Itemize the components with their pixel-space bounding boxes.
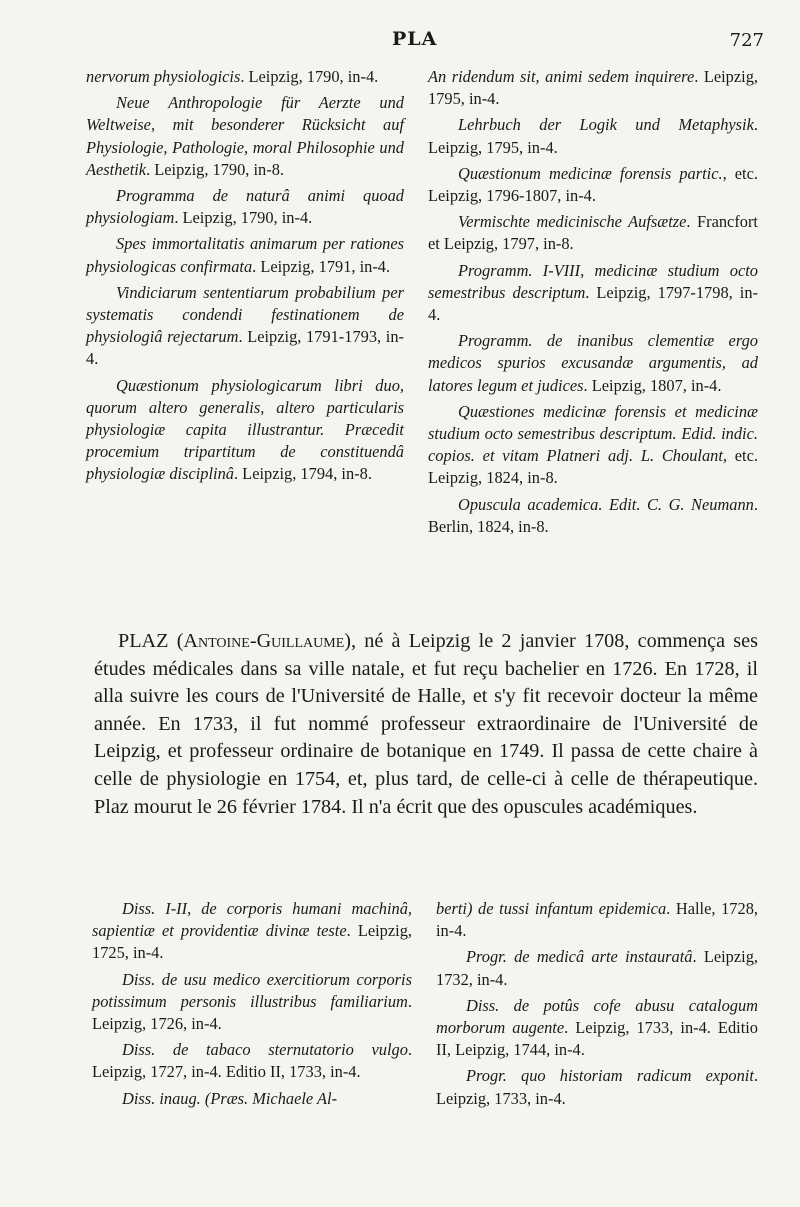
bibliography-entry (86, 92, 404, 181)
bibliography-entry (428, 494, 758, 538)
bibliography-entry (92, 898, 412, 965)
entry-imprint: . Leipzig, 1795, in-4. (428, 67, 758, 109)
entry-imprint: . Leipzig, 1732, in-4. (436, 947, 759, 989)
entry-title: Diss. inaug. (Præs. Michaele Al- (122, 1088, 338, 1108)
entry-title: Vindiciarum sententiarum probabilium per systematis condendi festinationem de physiologiâ rejectarum (86, 282, 404, 347)
entry-imprint: . Leipzig, 1790, in-4. (174, 208, 313, 228)
running-title: PLA (392, 28, 438, 50)
bibliography-entry (428, 163, 758, 207)
bibliography-entry (86, 233, 404, 277)
entry-title: Diss. de tabaco sternutatorio vulgo (122, 1040, 408, 1060)
entry-imprint: . Leipzig, 1807, in-4. (583, 375, 722, 395)
entry-surname: PLAZ (118, 630, 169, 652)
entry-title: Lehrbuch der Logik und Metaphysik (458, 115, 754, 135)
entry-imprint: . Leipzig, 1795, in-4. (428, 115, 758, 157)
bibliography-entry (86, 282, 404, 371)
entry-imprint: . Leipzig, 1790, in-4. (240, 67, 379, 86)
entry-title: Neue Anthropologie für Aerzte und Weltweise, mit besonderer Rücksicht auf Physiologie, Pathologie, moral Philosophie und Aesthetik (86, 93, 404, 179)
entry-title: berti) de tussi infantum epidemica (436, 899, 667, 918)
entry-title: Quæstionum medicinæ forensis partic. (458, 163, 723, 183)
bibliography-column-bottom-right (436, 898, 758, 1114)
entry-imprint: . Leipzig, 1725, in-4. (92, 921, 412, 963)
biography-text: ), né à Leipzig le 2 janvier 1708, commença ses études médicales dans sa ville natale, et fut reçu bachelier en 1726. En 1728, il alla suivre les cours de l'Université de Halle, et s'y fit recevoir docteur la même année. En 1733, il fut nommé professeur extraordinaire de l'Université de Leipzig, et professeur ordinaire de botanique en 1749. Il passa de cette chaire à celle de physiologie en 1754, et, plus tard, de celle-ci à celle de thérapeutique. Plaz mourut le 26 février 1784. Il n'a écrit que des opuscules académiques. (94, 630, 758, 818)
entry-title: Progr. quo historiam radicum exponit (466, 1066, 754, 1086)
page-header (0, 28, 800, 58)
entry-imprint: . Leipzig, 1791, in-4. (252, 256, 391, 276)
entry-title: Diss. de potûs cofe abusu catalogum morborum augente (436, 995, 758, 1038)
bibliography-entry (436, 898, 758, 942)
entry-title: Diss. de usu medico exercitiorum corporis potissimum personis illustribus familiarium (92, 969, 412, 1011)
bibliography-column-top-right (428, 66, 758, 542)
entry-imprint: . Leipzig, 1791-1793, in-4. (86, 327, 404, 369)
entry-imprint: . Leipzig, 1794, in-8. (233, 464, 372, 484)
entry-title: Quæstionum physiologicarum libri duo, quorum altero generalis, altero particularis physiologiæ capita illustrantur. Præcedit procemium tripartitum de constituendâ physiologiæ disciplinâ (86, 375, 404, 484)
biography-paragraph: PLAZ (Antoine-Guillaume), né à Leipzig le 2 janvier 1708, commença ses études médicales dans sa ville natale, et fut reçu bachelier en 1726. En 1728, il alla suivre les cours de l'Université de Halle, et s'y fit recevoir docteur la même année. En 1733, il fut nommé professeur extraordinaire de l'Université de Leipzig, et professeur ordinaire de botanique en 1749. Il passa de cette chaire à celle de physiologie en 1754, et, plus tard, de celle-ci à celle de thérapeutique. Plaz mourut le 26 février 1784. Il n'a écrit que des opuscules académiques. (94, 630, 758, 818)
bibliography-entry (428, 401, 758, 490)
bibliography-entry (428, 260, 758, 327)
entry-title: Vermischte medicinische Aufsætze (458, 212, 687, 232)
bibliography-entry (92, 969, 412, 1036)
entry-title: nervorum physiologicis (86, 67, 241, 86)
bibliography-entry (436, 946, 758, 990)
bibliography-entry (86, 375, 404, 486)
entry-imprint: . Leipzig, 1733, in-4. Editio II, Leipzig, 1744, in-4. (436, 1018, 758, 1060)
bibliography-entry (436, 995, 758, 1062)
entry-title: Programm. de inanibus clementiæ ergo medicos spurios excusandæ argumentis, ad latores legum et judices (428, 331, 758, 395)
entry-title: Programma de naturâ animi quoad physiologiam (86, 186, 404, 228)
entry-imprint: , etc. Leipzig, 1796-1807, in-4. (428, 163, 758, 206)
bibliography-entry (92, 1088, 412, 1110)
bibliography-entry (428, 211, 758, 255)
entry-given-names: Antoine-Guillaume (183, 630, 345, 652)
bibliography-column-top-left (86, 66, 404, 490)
entry-imprint: . Leipzig, 1797-1798, in-4. (428, 282, 758, 325)
bibliography-entry (428, 114, 758, 158)
entry-imprint: . Leipzig, 1733, in-4. (436, 1066, 758, 1108)
entry-imprint: . Halle, 1728, in-4. (436, 899, 758, 941)
entry-imprint: . Leipzig, 1727, in-4. Editio II, 1733, in-4. (92, 1040, 412, 1082)
entry-title: Spes immortalitatis animarum per rationes physiologicas confirmata (86, 234, 404, 276)
entry-title: Opuscula academica. Edit. C. G. Neumann (458, 494, 754, 514)
biography-entry (94, 628, 758, 821)
entry-imprint: , etc. Leipzig, 1824, in-8. (428, 446, 758, 488)
bibliography-entry (86, 185, 404, 229)
bibliography-entry (428, 330, 758, 397)
bibliography-column-bottom-left (92, 898, 412, 1114)
bibliography-entry (436, 1065, 758, 1109)
page-number: 727 (729, 30, 764, 51)
entry-title: Programm. I-VIII, medicinæ studium octo semestribus descriptum (428, 260, 758, 302)
bibliography-entry (428, 66, 758, 110)
entry-title: Quæstiones medicinæ forensis et medicinæ studium octo semestribus descriptum. Edid. indic. copios. et vitam Platneri adj. L. Choulant (428, 401, 758, 466)
entry-imprint: . Francfort et Leipzig, 1797, in-8. (428, 212, 758, 254)
entry-imprint: . Leipzig, 1726, in-4. (92, 991, 412, 1034)
entry-imprint: . Leipzig, 1790, in-8. (146, 159, 285, 179)
bibliography-entry (86, 66, 404, 88)
bibliography-entry (92, 1039, 412, 1083)
entry-title: An ridendum sit, animi sedem inquirere (428, 67, 695, 86)
entry-imprint: . Berlin, 1824, in-8. (428, 494, 758, 536)
entry-title: Diss. I-II, de corporis humani machinâ, sapientiæ et providentiæ divinæ teste (92, 899, 412, 941)
entry-title: Progr. de medicâ arte instauratâ (466, 947, 693, 967)
